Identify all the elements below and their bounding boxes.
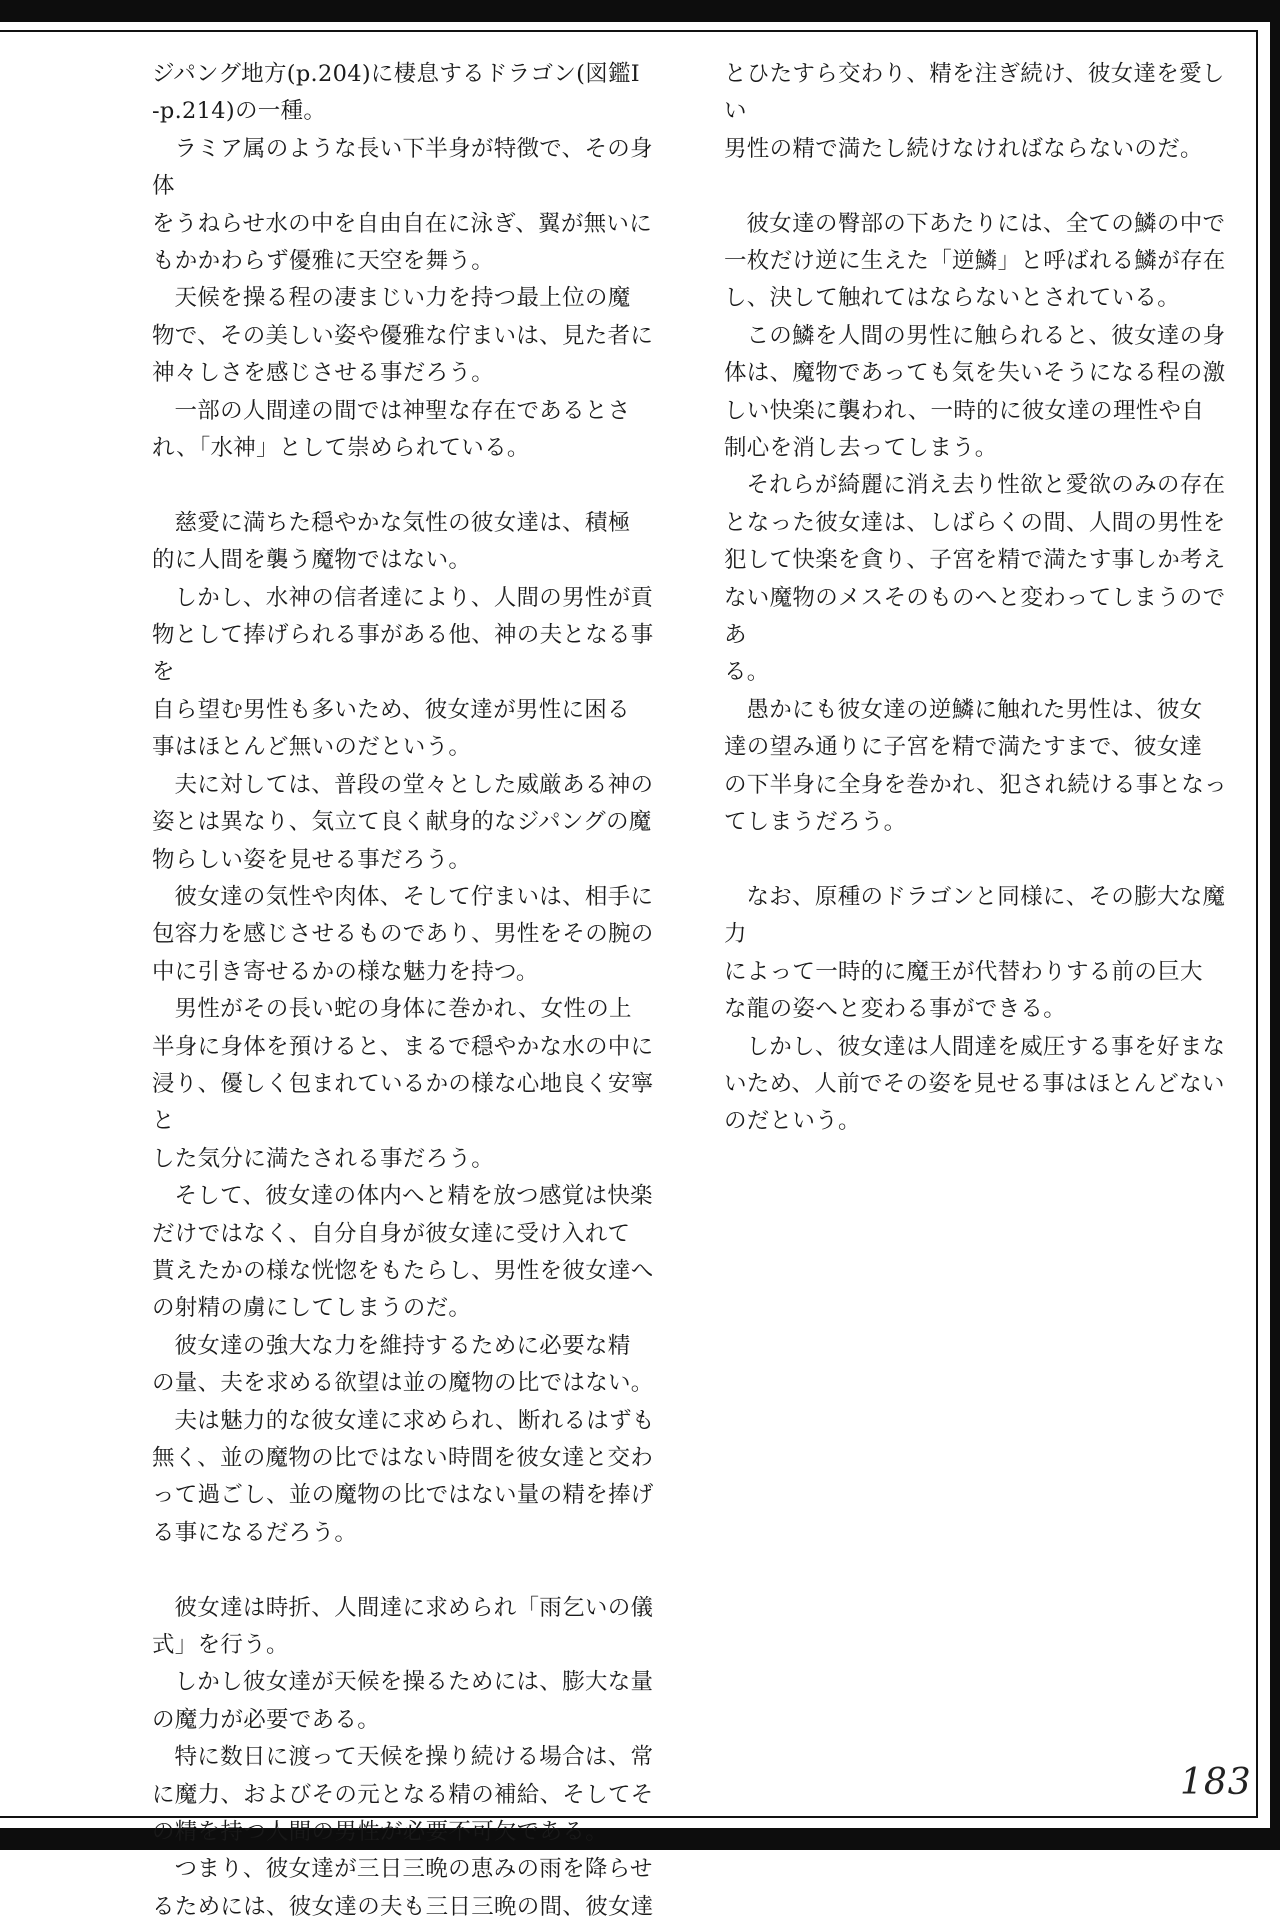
paragraph: しかし彼女達が天候を操るためには、膨大な量 の魔力が必要である。 (152, 1669, 654, 1733)
page-right-border (1270, 0, 1280, 1850)
page-number: 183 (1180, 1762, 1252, 1803)
paragraph: ジパング地方(p.204)に棲息するドラゴン(図鑑Ⅰ -p.214)の一種。 (152, 61, 640, 125)
paragraph: 一部の人間達の間では神聖な存在であるとさ れ、「水神」として崇められている。 (152, 397, 631, 462)
right-text-column (724, 56, 1232, 1141)
paragraph: つまり、彼女達が三日三晩の恵みの雨を降らせ るためには、彼女達の夫も三日三晩の間、彼女達 (152, 1856, 654, 1920)
paragraph-gap (724, 168, 1232, 205)
paragraph: 天候を操る程の凄まじい力を持つ最上位の魔 物で、その美しい姿や優雅な佇まいは、見た者に 神々しさを感じさせる事だろう。 (152, 285, 654, 387)
paragraph: なお、原種のドラゴンと同様に、その膨大な魔力 によって一時的に魔王が代替わりする前の巨大 な龍の姿へと変わる事ができる。 (724, 883, 1226, 1023)
paragraph-gap (152, 467, 672, 504)
paragraph: 彼女達の強大な力を維持するために必要な精 の量、夫を求める欲望は並の魔物の比ではない。 (152, 1332, 654, 1397)
paragraph: 男性がその長い蛇の身体に巻かれ、女性の上 半身に身体を預けると、まるで穏やかな水の中に 浸り、優しく包まれているかの様な心地良く安寧と した気分に満たされる事だろう。 (152, 996, 654, 1172)
paragraph: しかし、水神の信者達により、人間の男性が貢 物として捧げられる事がある他、神の夫となる事を 自ら望む男性も多いため、彼女達が男性に困る 事はほとんど無いのだという。 (152, 584, 654, 761)
paragraph: 慈愛に満ちた穏やかな気性の彼女達は、積極 的に人間を襲う魔物ではない。 (152, 509, 631, 574)
paragraph-gap (724, 842, 1232, 879)
page-top-border (0, 0, 1280, 22)
paragraph: 夫に対しては、普段の堂々とした威厳ある神の 姿とは異なり、気立て良く献身的なジパングの魔 物らしい姿を見せる事だろう。 (152, 771, 654, 873)
paragraph: 彼女達の臀部の下あたりには、全ての鱗の中で 一枚だけ逆に生えた「逆鱗」と呼ばれる鱗が存在 し、決して触れてはならないとされている。 (724, 210, 1226, 312)
paragraph: この鱗を人間の男性に触られると、彼女達の身 体は、魔物であっても気を失いそうになる程の激 しい快楽に襲われ、一時的に彼女達の理性や自 制心を消し去ってしまう。 (724, 322, 1226, 462)
paragraph: 彼女達は時折、人間達に求められ「雨乞いの儀 式」を行う。 (152, 1594, 654, 1659)
paragraph: 夫は魅力的な彼女達に求められ、断れるはずも 無く、並の魔物の比ではない時間を彼女達と交わ って過ごし、並の魔物の比ではない量の精を捧げ る事になるだろう。 (152, 1407, 655, 1546)
paragraph: 愚かにも彼女達の逆鱗に触れた男性は、彼女 達の望み通りに子宮を精で満たすまで、彼女達 の下半身に全身を巻かれ、犯され続ける事となっ てしまうだろう。 (724, 696, 1227, 836)
paragraph-gap (152, 1552, 672, 1589)
paragraph: とひたすら交わり、精を注ぎ続け、彼女達を愛しい 男性の精で満たし続けなければならないのだ。 (724, 61, 1225, 162)
paragraph: そして、彼女達の体内へと精を放つ感覚は快楽 だけではなく、自分自身が彼女達に受け入れて 貰えたかの様な恍惚をもたらし、男性を彼女達へ の射精の虜にしてしまうのだ。 (152, 1183, 654, 1322)
paragraph: 特に数日に渡って天候を操り続ける場合は、常 に魔力、およびその元となる精の補給、そしてそ の精を持つ人間の男性が必要不可欠である。 (152, 1744, 654, 1846)
left-text-column (152, 56, 672, 1926)
paragraph: しかし、彼女達は人間達を威圧する事を好まな いため、人前でその姿を見せる事はほとんどない のだという。 (724, 1033, 1226, 1135)
paragraph: 彼女達の気性や肉体、そして佇まいは、相手に 包容力を感じさせるものであり、男性をその腕の 中に引き寄せるかの様な魅力を持つ。 (152, 883, 654, 985)
paragraph: それらが綺麗に消え去り性欲と愛欲のみの存在 となった彼女達は、しばらくの間、人間の男性を 犯して快楽を貪り、子宮を精で満たす事しか考え ない魔物のメスそのものへと変わってしまうのであ る。 (724, 472, 1226, 686)
paragraph: ラミア属のような長い下半身が特徴で、その身体 をうねらせ水の中を自由自在に泳ぎ、翼が無いに もかかわらず優雅に天空を舞う。 (152, 135, 653, 275)
